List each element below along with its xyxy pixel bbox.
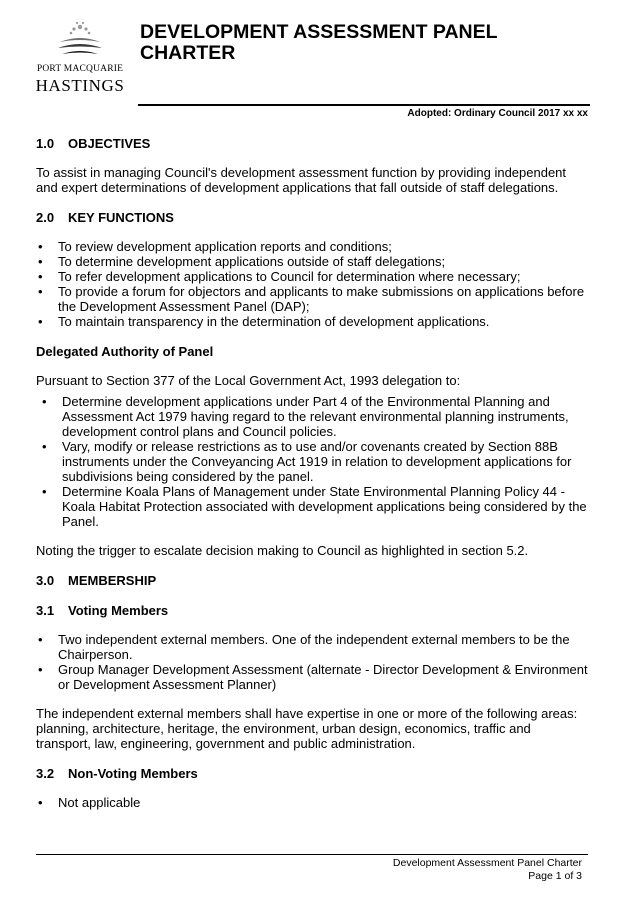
section-number: 3.1 [36, 603, 55, 618]
bullet-icon: • [42, 394, 47, 409]
bullet-icon: • [42, 484, 47, 499]
list-item-text: To review development application reports and conditions; [58, 239, 392, 254]
section-number: 2.0 [36, 210, 55, 225]
section-title: Voting Members [68, 603, 169, 618]
footer-page-number: Page 1 of 3 [528, 870, 582, 882]
section-heading-delegated-authority: Delegated Authority of Panel [36, 344, 214, 359]
document-title-line1: DEVELOPMENT ASSESSMENT PANEL [140, 21, 498, 43]
list-item-text: Not applicable [58, 795, 141, 810]
section-heading-voting-members [36, 603, 588, 618]
section-title: OBJECTIVES [68, 136, 151, 151]
bullet-icon: • [38, 795, 43, 810]
section-heading-membership [36, 573, 588, 588]
expertise-text: The independent external members shall have expertise in one or more of the following areas: planning, architecture, heritage, the environment, urban design, economics, traffic and transport, law, engineering, government and public administration. [36, 706, 578, 751]
bullet-icon: • [38, 662, 43, 677]
bullet-icon: • [38, 269, 43, 284]
delegated-authority-list [36, 394, 588, 529]
voting-members-list [36, 632, 588, 692]
logo-text-port-macquarie: PORT MACQUARIE [36, 64, 124, 74]
council-logo-icon [54, 20, 106, 60]
list-item [36, 439, 588, 484]
list-item-text: To refer development applications to Council for determination where necessary; [58, 269, 521, 284]
section-title: MEMBERSHIP [68, 573, 157, 588]
list-item [36, 795, 588, 810]
footer-divider [36, 854, 588, 855]
section-title: Non-Voting Members [68, 766, 198, 781]
section-heading-key-functions [36, 210, 588, 225]
bullet-icon: • [38, 254, 43, 269]
delegated-note: Noting the trigger to escalate decision making to Council as highlighted in section 5.2. [36, 543, 529, 558]
header-divider [138, 104, 590, 106]
section-number: 3.0 [36, 573, 55, 588]
document-body [36, 136, 588, 810]
non-voting-members-list [36, 795, 588, 810]
list-item [36, 662, 588, 692]
section-heading-non-voting-members [36, 766, 588, 781]
bullet-icon: • [38, 284, 43, 299]
list-item [36, 239, 588, 254]
list-item [36, 632, 588, 662]
section-heading-objectives [36, 136, 588, 151]
section-number: 1.0 [36, 136, 55, 151]
list-item [36, 484, 588, 529]
bullet-icon: • [42, 439, 47, 454]
key-functions-list [36, 239, 588, 329]
document-title [140, 22, 600, 64]
list-item-text: Two independent external members. One of the independent external members to be the Chairperson. [58, 632, 570, 662]
list-item [36, 314, 588, 329]
list-item-text: To maintain transparency in the determination of development applications. [58, 314, 490, 329]
footer-document-name: Development Assessment Panel Charter [392, 857, 582, 869]
bullet-icon: • [38, 314, 43, 329]
page-footer [393, 857, 582, 883]
list-item [36, 254, 588, 269]
list-item-text: Determine development applications under Part 4 of the Environmental Planning and Assessment Act 1979 having regard to the relevant environmental planning instruments, development control plans and Council policies. [62, 394, 569, 439]
list-item [36, 269, 588, 284]
objectives-text: To assist in managing Council's development assessment function by providing independent and expert determinations of development applications that fall outside of staff delegations. [36, 165, 567, 195]
bullet-icon: • [38, 239, 43, 254]
list-item-text: Vary, modify or release restrictions as to use and/or covenants created by Section 88B instruments under the Conveyancing Act 1919 in relation to development applications for subdivisions being considered by the panel. [62, 439, 572, 484]
list-item-text: Group Manager Development Assessment (alternate - Director Development & Environment or Development Assessment Planner) [58, 662, 588, 692]
document-title-line2: CHARTER [140, 42, 236, 64]
list-item-text: To determine development applications outside of staff delegations; [58, 254, 446, 269]
list-item [36, 394, 588, 439]
logo-text-hastings: HASTINGS [35, 76, 125, 95]
list-item [36, 284, 588, 314]
section-title: KEY FUNCTIONS [68, 210, 174, 225]
delegated-intro: Pursuant to Section 377 of the Local Government Act, 1993 delegation to: [36, 373, 461, 388]
adopted-date: Adopted: Ordinary Council 2017 xx xx [407, 108, 588, 119]
bullet-icon: • [38, 632, 43, 647]
list-item-text: To provide a forum for objectors and applicants to make submissions on applications before the Development Assessment Panel (DAP); [58, 284, 585, 314]
list-item-text: Determine Koala Plans of Management under State Environmental Planning Policy 44 - Koala Habitat Protection associated with development applications being considered by the Panel. [62, 484, 587, 529]
section-number: 3.2 [36, 766, 55, 781]
